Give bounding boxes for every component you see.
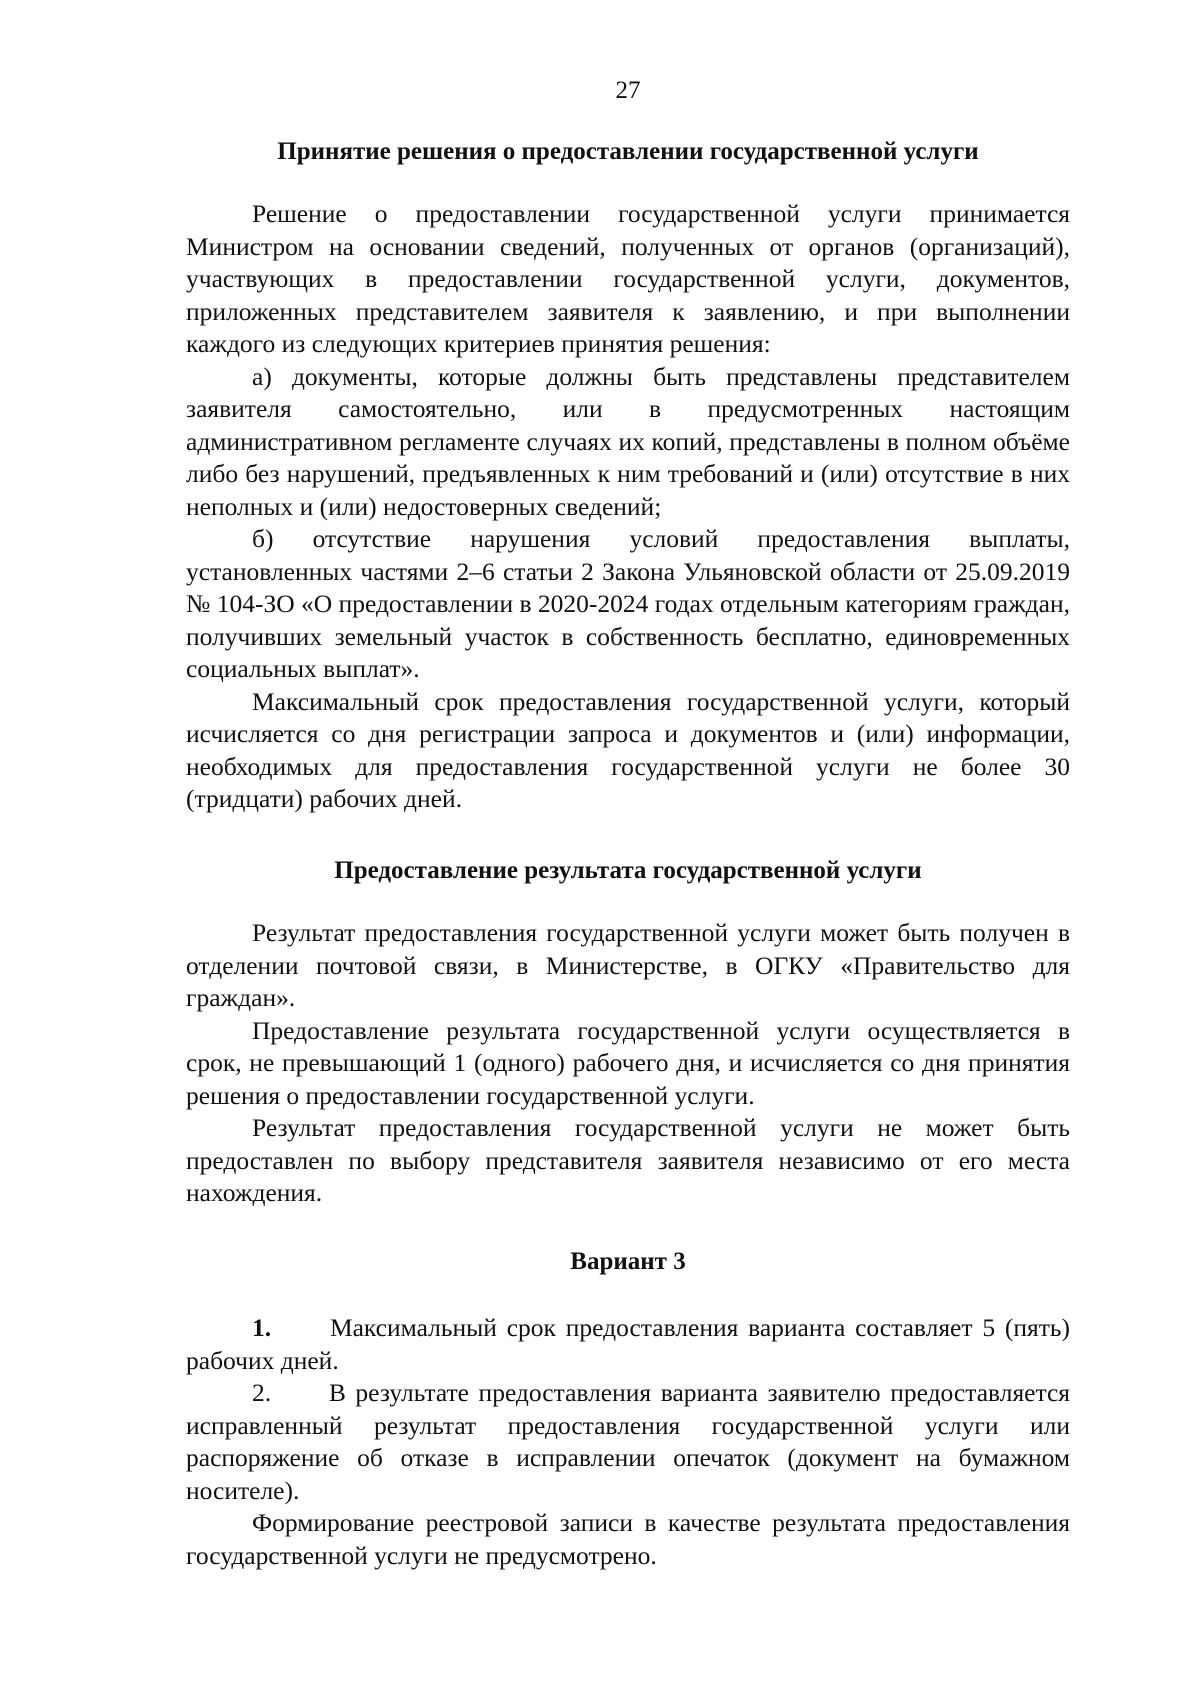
section-heading-result: Предоставление результата государственной услуги — [334, 857, 922, 884]
section-decision — [186, 136, 1070, 816]
item-text: Максимальный срок предоставления варианта составляет 5 (пять) рабочих дней. — [186, 1313, 1070, 1375]
section-variant-3 — [186, 1246, 1070, 1572]
paragraph-criterion-b: б) отсутствие нарушения условий предоставления выплаты, установленных частями 2–6 статьи 2 Закона Ульяновской области от 25.09.2019 № 104-ЗО «О предоставлении в 2020-2024 годах отдельным категориям граждан, получивших земельный участок в собственность бесплатно, единовременных социальных выплат». — [186, 524, 1070, 683]
section-result — [186, 855, 1070, 1210]
paragraph-criterion-a: а) документы, которые должны быть представлены представителем заявителя самостоятельно, или в предусмотренных настоящим административном регламенте случаях их копий, представлены в полном объёме либо без нарушений, предъявленных к ним требований и (или) отсутствие в них неполных и (или) недостоверных сведений; — [186, 361, 1070, 521]
item-text: В результате предоставления варианта заявителю предоставляется исправленный результат предоставления государственной услуги или распоряжение об отказе в исправлении опечаток (документ на бумажном носителе). — [186, 1378, 1071, 1505]
page-number: 27 — [615, 77, 641, 104]
paragraph: Решение о предоставлении государственной услуги принимается Министром на основании сведений, полученных от органов (организаций), участвующих в предоставлении государственной услуги, документов, приложенных представителем заявителя к заявлению, и при выполнении каждого из следующих критериев принятия решения: — [186, 199, 1070, 358]
item-number: 2. — [252, 1378, 272, 1407]
paragraph: Результат предоставления государственной услуги не может быть предоставлен по выбору представителя заявителя независимо от его места нахождения. — [186, 1113, 1070, 1207]
paragraph: Результат предоставления государственной услуги может быть получен в отделении почтовой связи, в Министерстве, в ОГКУ «Правительство для граждан». — [186, 918, 1070, 1012]
paragraph-max-term: Максимальный срок предоставления государственной услуги, который исчисляется со дня регистрации запроса и документов и (или) информации, необходимых для предоставления государственной услуги не более 30 (тридцати) рабочих дней. — [186, 686, 1070, 813]
section-heading-variant: Вариант 3 — [570, 1248, 686, 1275]
section-heading-decision: Принятие решения о предоставлении государственной услуги — [277, 138, 979, 165]
item-number: 1. — [252, 1313, 272, 1342]
paragraph: Формирование реестровой записи в качестве результата предоставления государственной услуги не предусмотрено. — [186, 1508, 1070, 1570]
numbered-item-2 — [186, 1377, 1070, 1507]
paragraph: Предоставление результата государственной услуги осуществляется в срок, не превышающий 1 (одного) рабочего дня, и исчисляется со дня принятия решения о предоставлении государственной услуги. — [186, 1015, 1070, 1110]
numbered-item-1 — [186, 1312, 1070, 1377]
